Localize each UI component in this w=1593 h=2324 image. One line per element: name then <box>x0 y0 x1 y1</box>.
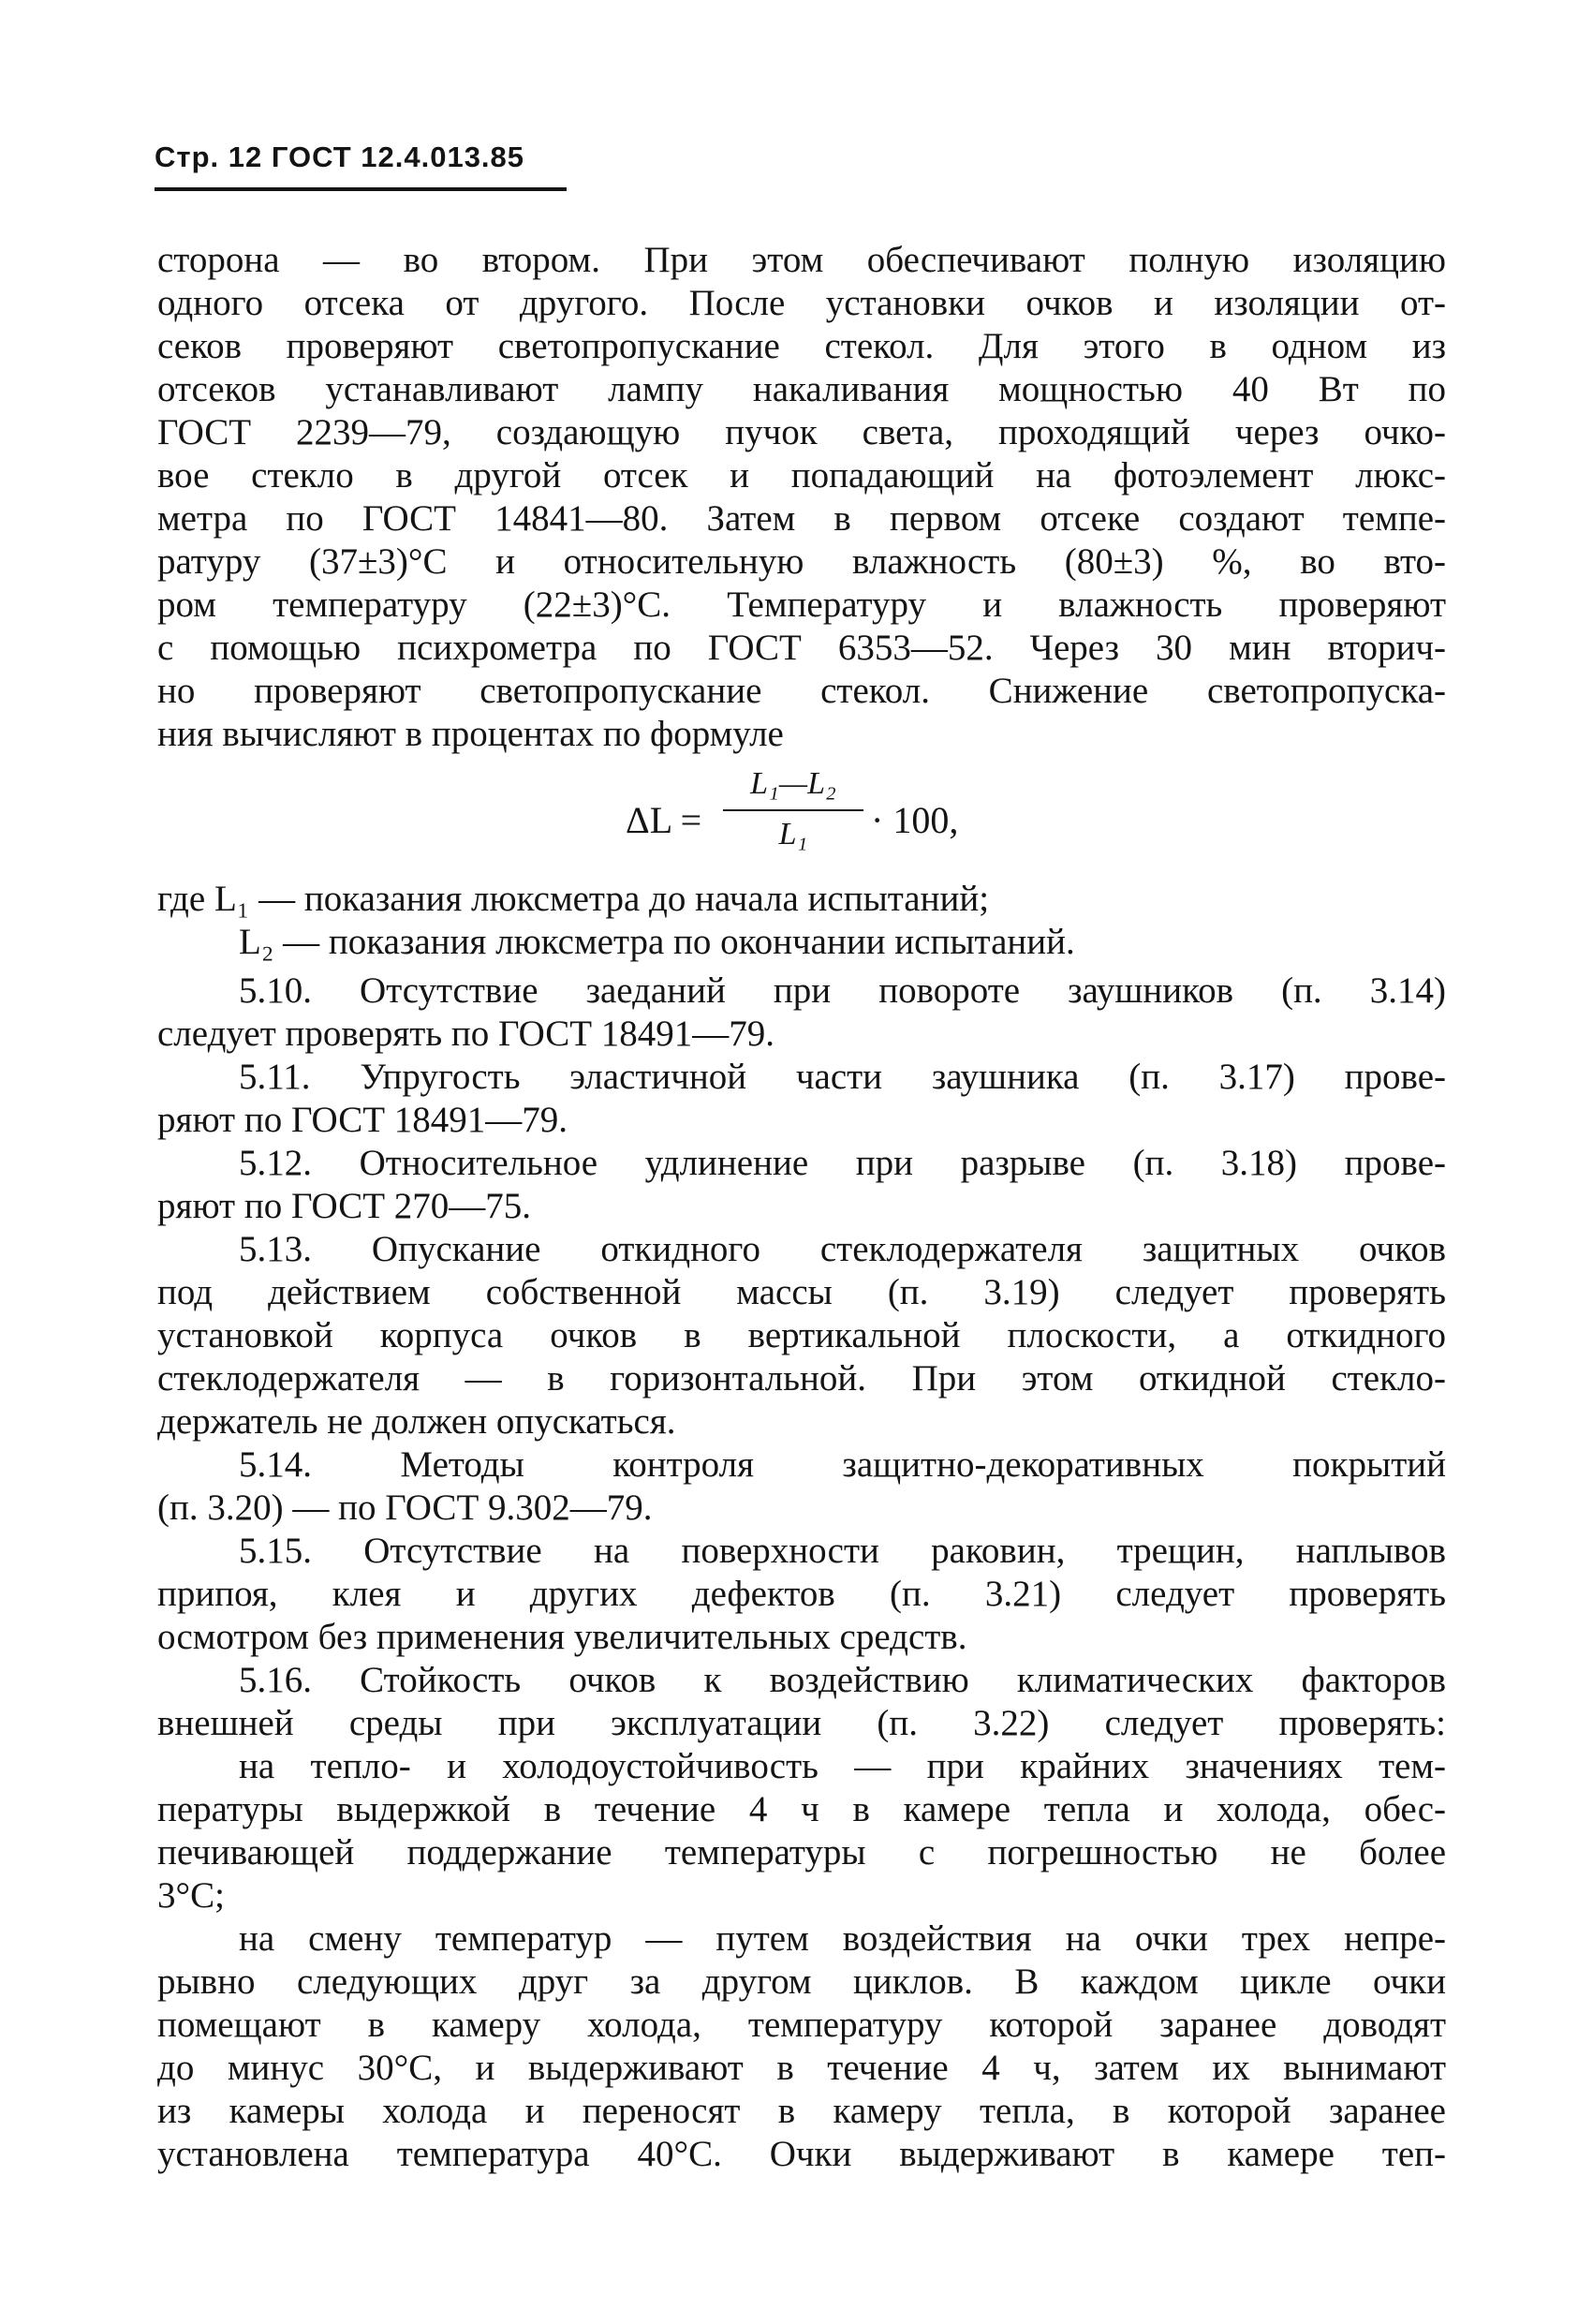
clause-line: рывно следующих друг за другом циклов. В каждом цикле очки <box>157 1961 1446 2002</box>
text-line: с помощью психрометра по ГОСТ 6353—52. Через 30 мин вторич- <box>157 628 1446 668</box>
page-header: Стр. 12 ГОСТ 12.4.013.85 <box>155 141 525 173</box>
clause-line: следует проверять по ГОСТ 18491—79. <box>157 1014 775 1054</box>
clause-line: 3°С; <box>157 1875 225 1916</box>
text-line: сторона — во втором. При этом обеспечивают полную изоляцию <box>157 240 1446 280</box>
clause-line: на тепло- и холодоустойчивость — при крайних значениях тем- <box>239 1746 1446 1786</box>
clause-line: из камеры холода и переносят в камеру тепла, в которой заранее <box>157 2091 1446 2131</box>
text-line: но проверяют светопропускание стекол. Снижение светопропуска- <box>157 671 1446 711</box>
text-line: ГОСТ 2239—79, создающую пучок света, проходящий через очко- <box>157 412 1446 452</box>
clause-line: 5.13. Опускание откидного стеклодержателя защитных очков <box>239 1229 1446 1269</box>
text-line: метра по ГОСТ 14841—80. Затем в первом отсеке создают темпе- <box>157 498 1446 539</box>
clause-line: установлена температура 40°С. Очки выдерживают в камере теп- <box>157 2134 1446 2174</box>
clause-line: держатель не должен опускаться. <box>157 1401 676 1442</box>
formula-lhs: ΔL = <box>626 799 702 841</box>
formula-fraction <box>723 766 863 852</box>
clause-line: (п. 3.20) — по ГОСТ 9.302—79. <box>157 1488 653 1528</box>
clause-line: 5.10. Отсутствие заеданий при повороте заушников (п. 3.14) <box>239 970 1446 1011</box>
text-line: ратуру (37±3)°С и относительную влажность (80±3) %, во вто- <box>157 541 1446 582</box>
text-line: ром температуру (22±3)°С. Температуру и влажность проверяют <box>157 585 1446 625</box>
clause-line: 5.15. Отсутствие на поверхности раковин, трещин, наплывов <box>239 1531 1446 1571</box>
clause-line: под действием собственной массы (п. 3.19) следует проверять <box>157 1272 1446 1312</box>
clause-line: припоя, клея и других дефектов (п. 3.21) следует проверять <box>157 1574 1446 1614</box>
formula-numerator: L₁—L₂ <box>750 766 836 801</box>
text-line: ния вычисляют в процентах по формуле <box>157 714 784 754</box>
clause-line: печивающей поддержание температуры с погрешностью не более <box>157 1832 1446 1873</box>
formula-denominator: L₁ <box>778 817 808 851</box>
clause-line: установкой корпуса очков в вертикальной плоскости, а откидного <box>157 1315 1446 1355</box>
clause-line: 5.12. Относительное удлинение при разрыве (п. 3.18) прове- <box>239 1143 1446 1183</box>
clause-line: 5.11. Упругость эластичной части заушника (п. 3.17) прове- <box>239 1057 1446 1097</box>
clause-line: ряют по ГОСТ 270—75. <box>157 1186 532 1226</box>
fraction-bar <box>723 809 863 811</box>
clause-line: стеклодержателя — в горизонтальной. При этом откидной стекло- <box>157 1358 1446 1399</box>
formula-tail: · 100, <box>871 799 959 841</box>
formula-where-line: где L₁ — показания люксметра до начала испытаний; <box>157 879 990 919</box>
clause-line: 5.14. Методы контроля защитно-декоративных покрытий <box>239 1444 1446 1485</box>
formula-where-line: L₂ — показания люксметра по окончании испытаний. <box>239 922 1075 962</box>
clause-line: пературы выдержкой в течение 4 ч в камере тепла и холода, обес- <box>157 1789 1446 1829</box>
clause-line: осмотром без применения увеличительных средств. <box>157 1617 967 1657</box>
clause-line: помещают в камеру холода, температуру которой заранее доводят <box>157 2005 1446 2045</box>
clause-line: 5.16. Стойкость очков к воздействию климатических факторов <box>239 1660 1446 1700</box>
text-line: секов проверяют светопропускание стекол. Для этого в одном из <box>157 326 1446 366</box>
clause-line: до минус 30°С, и выдерживают в течение 4 ч, затем их вынимают <box>157 2048 1446 2088</box>
text-line: отсеков устанавливают лампу накаливания мощностью 40 Вт по <box>157 369 1446 409</box>
header-rule <box>155 187 567 191</box>
clause-line: ряют по ГОСТ 18491—79. <box>157 1100 568 1140</box>
clause-line: внешней среды при эксплуатации (п. 3.22) следует проверять: <box>157 1703 1446 1743</box>
text-line: одного отсека от другого. После установки очков и изоляции от- <box>157 283 1446 323</box>
text-line: вое стекло в другой отсек и попадающий на фотоэлемент люкс- <box>157 455 1446 496</box>
clause-line: на смену температур — путем воздействия на очки трех непре- <box>239 1918 1446 1959</box>
